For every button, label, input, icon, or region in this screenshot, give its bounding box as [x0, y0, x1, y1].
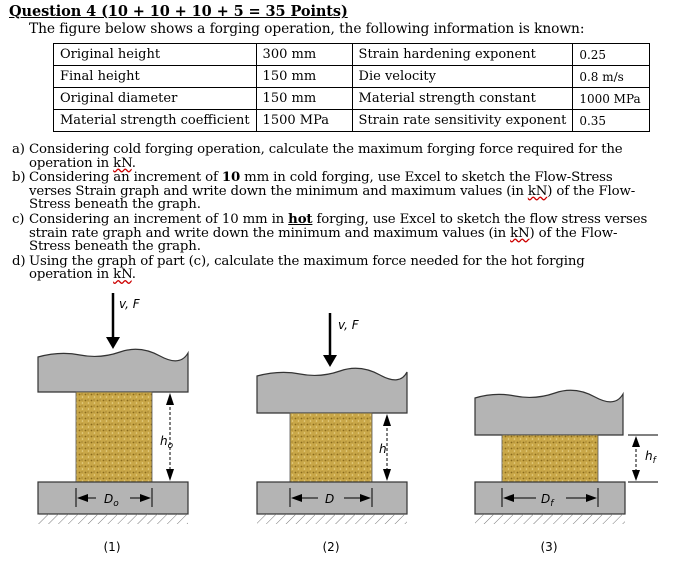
diameter-label-df: $D_f$: [541, 492, 554, 509]
question-list: [12, 143, 652, 283]
caption-1: (1): [103, 540, 121, 554]
table-cell: 150 mm: [256, 66, 352, 88]
billet-final: [502, 435, 598, 482]
question-c: c) Considering an increment of 10 mm in hot forging, use Excel to sketch the flow stress verses strain rate graph and write down the minimum and maximum values (in kN) of the Flow-Stress beneath the graph.: [12, 211, 648, 255]
unit-kn: kN: [113, 155, 132, 171]
stage-1: [38, 293, 188, 554]
table-cell: 300 mm: [256, 44, 352, 66]
force-label: v, F: [338, 318, 359, 332]
unit-kn: kN: [527, 183, 548, 199]
table-cell: 0.25: [573, 44, 650, 66]
arrow-head-icon: [106, 337, 120, 349]
upper-die: [475, 390, 623, 435]
table-cell: Die velocity: [352, 66, 573, 88]
arrow-head-icon: [323, 355, 337, 367]
height-label-h: h: [379, 442, 387, 456]
question-a: a) Considering cold forging operation, calculate the maximum forging force required for the operation in kN.: [12, 142, 623, 171]
table-cell: 0.8 m/s: [573, 66, 650, 88]
table-cell: 150 mm: [256, 88, 352, 110]
table-row: [54, 66, 650, 88]
ground-hatch: [38, 514, 188, 524]
table-row: [54, 88, 650, 110]
caption-2: (2): [322, 540, 340, 554]
table-row: [54, 44, 650, 66]
table-cell: 1500 MPa: [256, 110, 352, 132]
height-label-hf: $h_f$: [645, 449, 656, 466]
unit-kn: kN: [113, 267, 132, 283]
diameter-label-d: D: [325, 492, 335, 506]
ground-hatch: [257, 514, 407, 524]
question-label: b): [12, 170, 26, 186]
upper-die: [38, 349, 188, 392]
height-label-h0: $h_o$: [160, 434, 174, 451]
table-cell: Final height: [54, 66, 257, 88]
billet-intermediate: [290, 413, 372, 482]
question-d: d) Using the graph of part (c), calculate the maximum force needed for the hot forging operation in kN.: [12, 253, 585, 283]
unit-kn: kN: [510, 225, 530, 241]
caption-3: (3): [540, 540, 558, 554]
info-table: [53, 43, 650, 132]
table-row: [54, 110, 650, 132]
table-cell: Original diameter: [54, 88, 257, 110]
table-cell: Strain hardening exponent: [352, 44, 573, 66]
table-cell: Material strength coefficient: [54, 110, 257, 132]
billet-original: [76, 392, 152, 482]
question-b: b) Considering an increment of 10 mm in cold forging, use Excel to sketch the Flow-Stress verses Strain graph and write down the minimum and maximum values (in kN) of the Flow-Stress beneath the graph.: [12, 170, 636, 213]
force-label: v, F: [119, 297, 140, 311]
table-cell: 1000 MPa: [573, 88, 650, 110]
table-cell: Material strength constant: [352, 88, 573, 110]
table-cell: Original height: [54, 44, 257, 66]
ground-hatch: [475, 514, 625, 524]
forging-figure: [0, 285, 673, 577]
question-title: Question 4 (10 + 10 + 10 + 5 = 35 Points): [9, 3, 348, 20]
question-label: a): [12, 142, 25, 157]
table-cell: 0.35: [573, 110, 650, 132]
table-cell: Strain rate sensitivity exponent: [352, 110, 573, 132]
intro-text: The figure below shows a forging operation, the following information is known:: [29, 21, 585, 37]
stage-3: [475, 390, 658, 554]
diameter-label-d0: $D_o$: [104, 492, 119, 509]
question-label: c): [12, 211, 25, 227]
upper-die: [257, 368, 407, 413]
hot-emphasis: hot: [288, 211, 313, 227]
stage-2: [257, 313, 407, 554]
question-label: d): [12, 253, 26, 269]
